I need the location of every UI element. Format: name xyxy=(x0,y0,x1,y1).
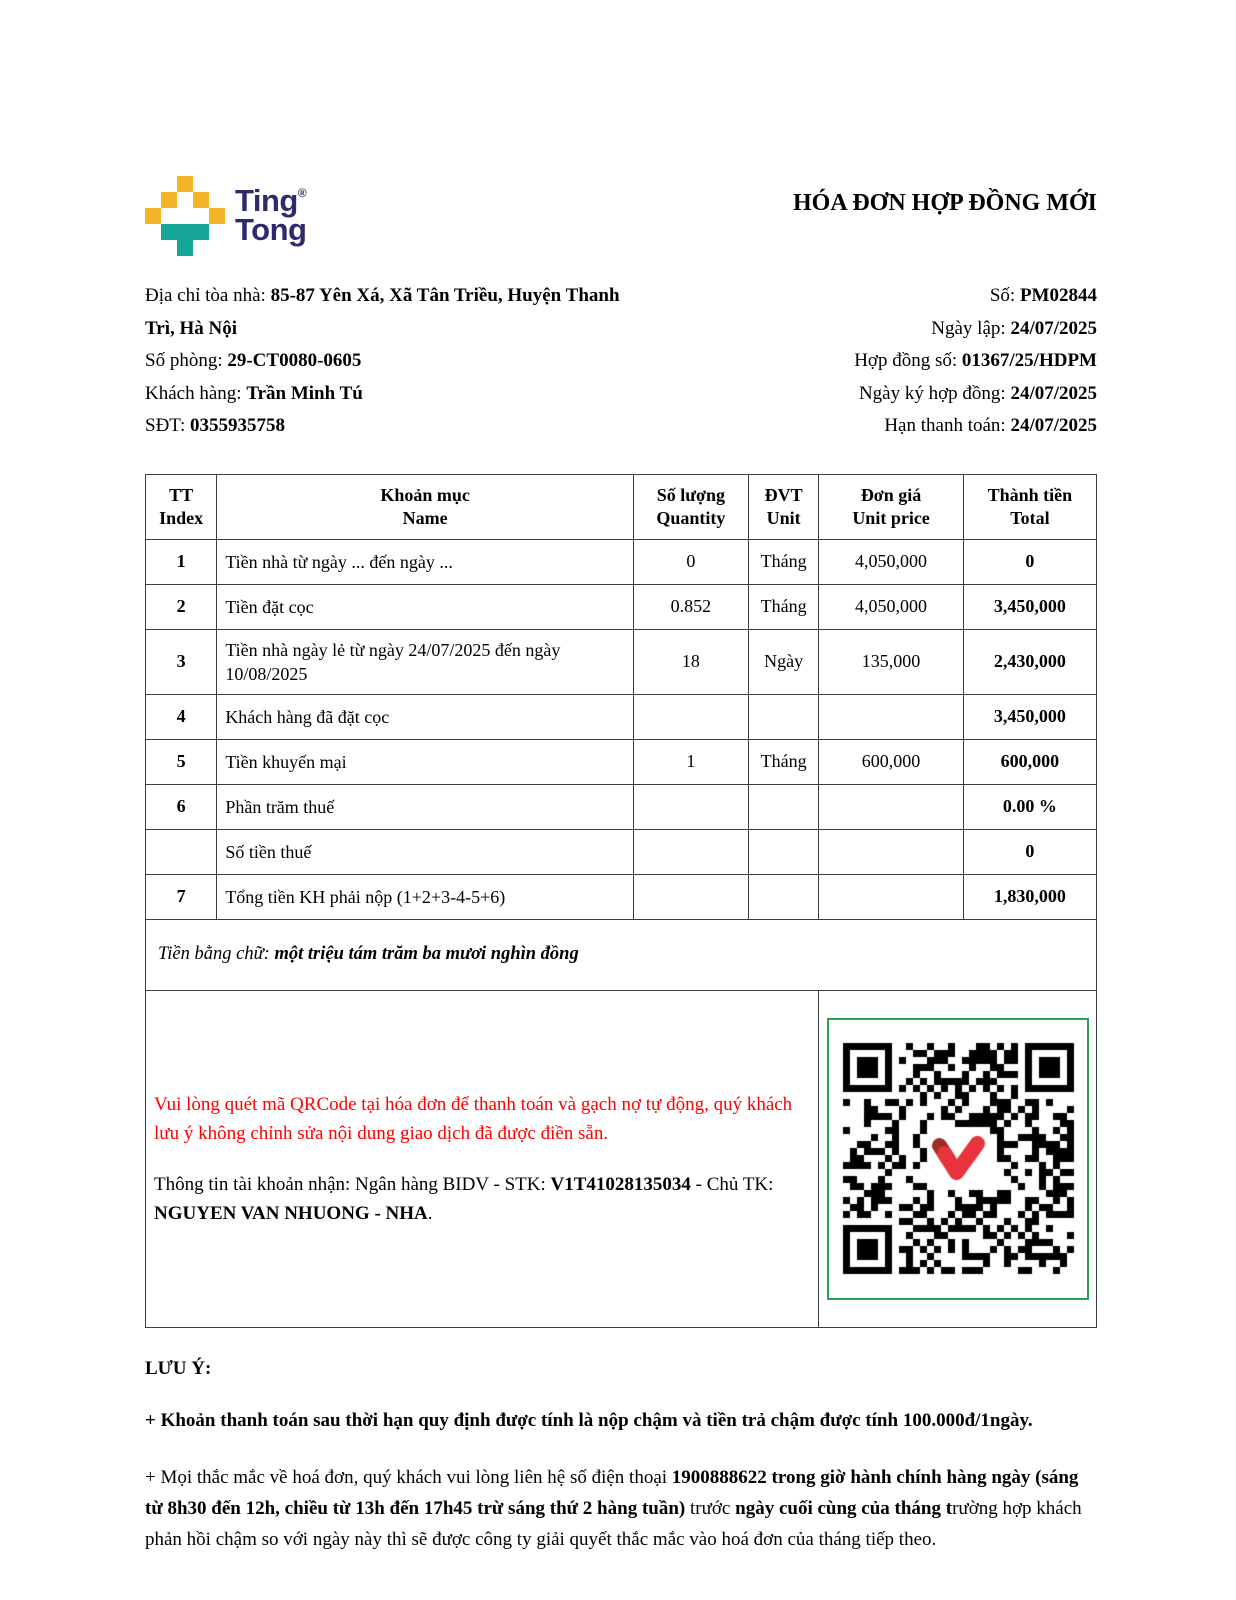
row-index xyxy=(146,829,217,874)
row-total: 2,430,000 xyxy=(963,629,1096,694)
table-row xyxy=(146,829,1097,874)
row-name: Tiền nhà ngày lẻ từ ngày 24/07/2025 đến ngày 10/08/2025 xyxy=(217,629,634,694)
row-unit-price: 135,000 xyxy=(819,629,964,694)
row-unit: Tháng xyxy=(748,539,818,584)
notes-section xyxy=(145,1358,1097,1555)
invoice-meta-block xyxy=(854,280,1097,443)
row-quantity xyxy=(633,829,748,874)
table-row xyxy=(146,629,1097,694)
col-header-quantity: Số lượng Quantity xyxy=(633,474,748,539)
row-unit-price: 4,050,000 xyxy=(819,584,964,629)
bank-account-info: Thông tin tài khoản nhận: Ngân hàng BIDV - STK: V1T41028135034 - Chủ TK: NGUYEN VAN NHUONG - NHA. xyxy=(154,1173,774,1224)
row-name: Tiền nhà từ ngày ... đến ngày ... xyxy=(217,539,634,584)
row-quantity xyxy=(633,694,748,739)
row-quantity: 18 xyxy=(633,629,748,694)
row-unit xyxy=(748,829,818,874)
row-unit: Tháng xyxy=(748,584,818,629)
row-unit-price xyxy=(819,874,964,919)
qr-code-frame xyxy=(827,1018,1089,1300)
table-row xyxy=(146,539,1097,584)
row-name: Tiền khuyến mại xyxy=(217,739,634,784)
col-header-name: Khoản mục Name xyxy=(217,474,634,539)
row-name: Phần trăm thuế xyxy=(217,784,634,829)
tingtong-logo xyxy=(145,176,306,256)
table-header-row xyxy=(146,474,1097,539)
row-total: 600,000 xyxy=(963,739,1096,784)
row-name: Tiền đặt cọc xyxy=(217,584,634,629)
row-total: 3,450,000 xyxy=(963,584,1096,629)
contract-number-line: Hợp đồng số: 01367/25/HDPM xyxy=(854,350,1097,371)
row-index: 1 xyxy=(146,539,217,584)
header-info xyxy=(145,280,1097,443)
room-number-line: Số phòng: 29-CT0080-0605 xyxy=(145,350,362,371)
row-total: 3,450,000 xyxy=(963,694,1096,739)
payment-qr-code xyxy=(836,1036,1081,1281)
row-total: 0 xyxy=(963,539,1096,584)
row-index: 4 xyxy=(146,694,217,739)
payment-due-line: Hạn thanh toán: 24/07/2025 xyxy=(884,415,1097,436)
registered-mark: ® xyxy=(297,186,307,201)
tingtong-logo-text: Ting® Tong xyxy=(235,183,307,247)
table-row xyxy=(146,739,1097,784)
row-unit: Tháng xyxy=(748,739,818,784)
row-index: 3 xyxy=(146,629,217,694)
hotline-note: + Mọi thắc mắc về hoá đơn, quý khách vui lòng liên hệ số điện thoại 1900888622 trong giờ hành chính hàng ngày (sáng từ 8h30 đến 12h, chiều từ 13h đến 17h45 trừ sáng thứ 2 hàng tuần) trước ngày cuối cùng của tháng trường hợp khách phản hồi chậm so với ngày này thì sẽ được công ty giải quyết thắc mắc vào hoá đơn của tháng tiếp theo. xyxy=(145,1466,1082,1550)
table-row xyxy=(146,784,1097,829)
qr-warning-text: Vui lòng quét mã QRCode tại hóa đơn để thanh toán và gạch nợ tự động, quý khách lưu ý không chỉnh sửa nội dung giao dịch đã được điền sẵn. xyxy=(154,1093,793,1144)
row-quantity xyxy=(633,874,748,919)
col-header-index: TT Index xyxy=(146,474,217,539)
qr-code-cell xyxy=(819,990,1097,1327)
col-header-total: Thành tiền Total xyxy=(963,474,1096,539)
row-total: 0.00 % xyxy=(963,784,1096,829)
row-unit: Ngày xyxy=(748,629,818,694)
row-quantity: 0.852 xyxy=(633,584,748,629)
row-name: Tổng tiền KH phải nộp (1+2+3-4-5+6) xyxy=(217,874,634,919)
row-quantity: 0 xyxy=(633,539,748,584)
phone-line: SĐT: 0355935758 xyxy=(145,415,285,436)
row-unit xyxy=(748,784,818,829)
row-index: 7 xyxy=(146,874,217,919)
row-total: 1,830,000 xyxy=(963,874,1096,919)
table-row xyxy=(146,694,1097,739)
col-header-unit-price: Đơn giá Unit price xyxy=(819,474,964,539)
row-index: 2 xyxy=(146,584,217,629)
notes-heading: LƯU Ý: xyxy=(145,1357,212,1379)
row-index: 5 xyxy=(146,739,217,784)
row-unit xyxy=(748,694,818,739)
building-address-line: Địa chỉ tòa nhà: 85-87 Yên Xá, Xã Tân Triều, Huyện Thanh Trì, Hà Nội xyxy=(145,285,620,339)
table-row xyxy=(146,874,1097,919)
row-unit-price xyxy=(819,784,964,829)
late-payment-note: + Khoản thanh toán sau thời hạn quy định được tính là nộp chậm và tiền trả chậm được tính 100.000đ/1ngày. xyxy=(145,1409,1033,1431)
row-index: 6 xyxy=(146,784,217,829)
customer-info-block xyxy=(145,280,650,443)
row-name: Khách hàng đã đặt cọc xyxy=(217,694,634,739)
amount-in-words: Tiền bằng chữ: một triệu tám trăm ba mươi nghìn đồng xyxy=(146,919,1097,990)
header xyxy=(145,176,1097,256)
contract-sign-date-line: Ngày ký hợp đồng: 24/07/2025 xyxy=(858,382,1097,404)
col-header-unit: ĐVT Unit xyxy=(748,474,818,539)
payment-instructions-cell xyxy=(146,990,819,1327)
row-unit xyxy=(748,874,818,919)
table-row xyxy=(146,584,1097,629)
customer-name-line: Khách hàng: Trần Minh Tú xyxy=(145,382,363,404)
row-unit-price: 600,000 xyxy=(819,739,964,784)
row-total: 0 xyxy=(963,829,1096,874)
row-unit-price: 4,050,000 xyxy=(819,539,964,584)
row-unit-price xyxy=(819,694,964,739)
payment-row xyxy=(146,990,1097,1327)
invoice-title: HÓA ĐƠN HỢP ĐỒNG MỚI xyxy=(792,190,1097,216)
row-name: Số tiền thuế xyxy=(217,829,634,874)
row-unit-price xyxy=(819,829,964,874)
tingtong-logo-icon xyxy=(145,176,225,256)
amount-in-words-row xyxy=(146,919,1097,990)
row-quantity: 1 xyxy=(633,739,748,784)
invoice-number-line: Số: PM02844 xyxy=(989,285,1097,306)
issue-date-line: Ngày lập: 24/07/2025 xyxy=(931,317,1097,339)
row-quantity xyxy=(633,784,748,829)
invoice-items-table xyxy=(145,474,1097,1328)
